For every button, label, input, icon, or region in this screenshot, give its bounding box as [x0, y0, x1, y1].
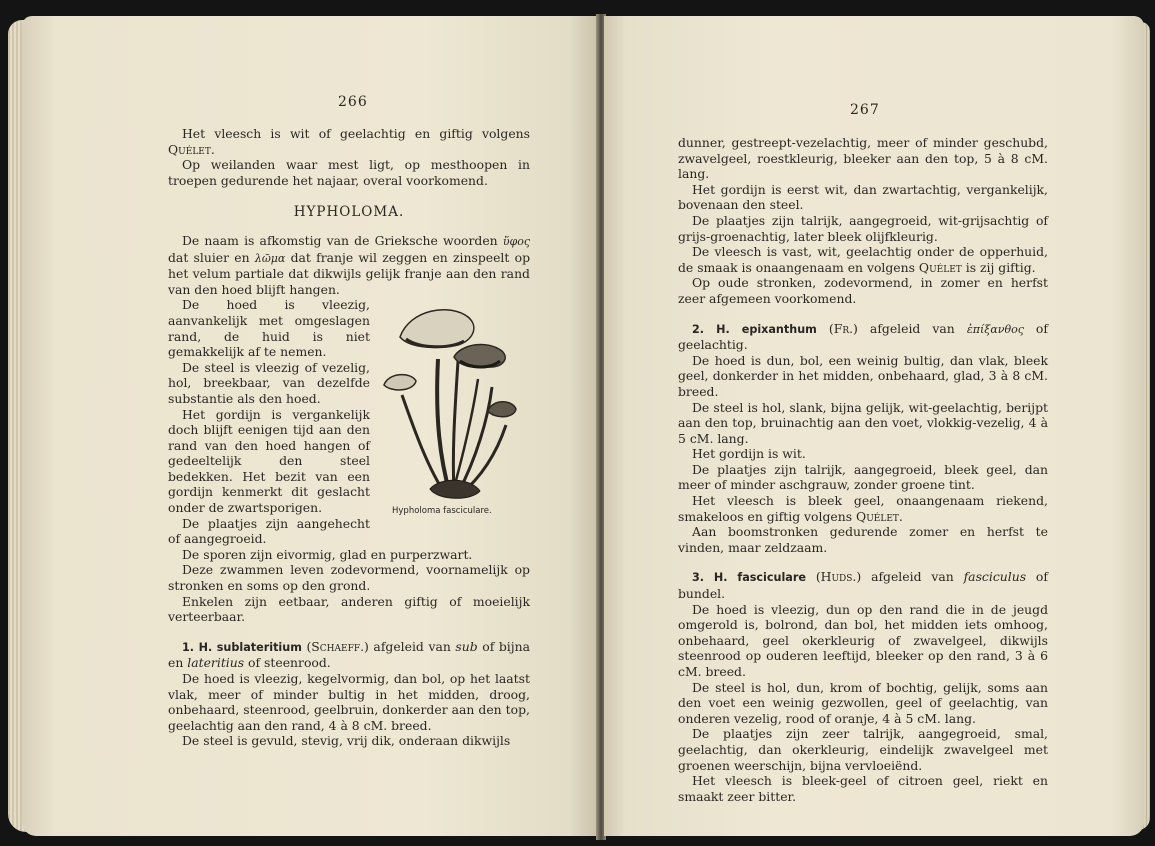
paragraph: De steel is gevuld, stevig, vrij dik, onderaan dikwijls	[182, 733, 511, 749]
paragraph: Het gordijn is wit.	[692, 446, 806, 462]
paragraph: De plaatjes zijn talrijk, aangegroeid, wit-grijsachtig of grijs-groenachtig, later bleek olijfkleurig.	[678, 212, 1048, 244]
hypholoma-fasciculare-drawing	[380, 299, 530, 504]
left-page-text	[168, 126, 530, 749]
paragraph: De steel is vleezig of vezelig, hol, breekbaar, van dezelfde substantie als den hoed.	[168, 359, 370, 406]
paragraph: dunner, gestreept-vezelachtig, meer of minder geschubd, zwavelgeel, roestkleurig, bleeker aan den top, 5 à 8 cM. lang.	[678, 135, 1048, 182]
paragraph: Op weilanden waar mest ligt, op mesthoopen in troepen gedurende het najaar, overal voorkomend.	[168, 157, 530, 188]
species-heading: 3. H. fasciculare (Huds.) afgeleid van fasciculus of bundel.	[678, 569, 1048, 602]
paragraph: Het vleesch is bleek-geel of citroen geel, riekt en smaakt zeer bitter.	[678, 773, 1048, 804]
paragraph: Aan boomstronken gedurende zomer en herfst te vinden, maar zeldzaam.	[678, 524, 1048, 555]
paragraph: De plaatjes zijn talrijk, aangegroeid, bleek geel, dan meer of minder aschgrauw, zonder groene tint.	[678, 461, 1048, 493]
paragraph: Het gordijn is vergankelijk doch blijft eenigen tijd aan den rand van den hoed hangen of gedeeltelijk den steel bedekken. Het bezit van een gordijn kenmerkt dit geslacht onder de zwartsporigen.	[168, 406, 370, 516]
paragraph: De plaatjes zijn aangehecht of aangegroeid.	[168, 515, 370, 547]
paragraph: De hoed is dun, bol, een weinig bultig, dan vlak, bleek geel, donkerder in het midden, onbehaard, glad, 3 à 8 cM. breed.	[678, 352, 1048, 399]
paragraph: Enkelen zijn eetbaar, anderen giftig of moeielijk verteerbaar.	[168, 593, 530, 625]
left-page	[22, 16, 598, 836]
paragraph: De steel is hol, slank, bijna gelijk, wit-geelachtig, berijpt aan den top, bruinachtig aan den voet, vlokkig-vezelig, 4 à 5 cM. lang.	[678, 399, 1048, 446]
page-number: 266	[338, 94, 368, 110]
paragraph: De hoed is vleezig, dun op den rand die in de jeugd omgerold is, bolrond, dan bol, het midden iets omhoog, onbehaard, geel okerkleurig of zwavelgeel, dikwijls steenrood op ouderen leeftijd, bleeker op den rand, 3 à 6 cM. breed.	[678, 601, 1048, 679]
right-page	[604, 16, 1144, 836]
paragraph: De plaatjes zijn zeer talrijk, aangegroeid, smal, geelachtig, dan okerkleurig, eindelijk zwavelgeel met groenen weerschijn, bijna vervloeiënd.	[678, 726, 1048, 773]
paragraph: De hoed is vleezig, kegelvormig, dan bol, op het laatst vlak, meer of minder bultig in het midden, droog, onbehaard, steenrood, geelbruin, donkerder aan den top, geelachtig aan den rand, 4 à 8 cM. breed.	[168, 671, 530, 733]
page-number: 267	[850, 102, 880, 118]
paragraph: Het gordijn is eerst wit, dan zwartachtig, vergankelijk, bovenaan den steel.	[678, 181, 1048, 213]
species-heading: 1. H. sublateritium (Schaeff.) afgeleid van sub of bijna en lateritius of steenrood.	[168, 638, 530, 671]
paragraph: Het vleesch is wit of geelachtig en giftig volgens Quélet.	[168, 126, 530, 157]
paragraph: De steel is hol, dun, krom of bochtig, gelijk, soms aan den voet een weinig gezwollen, geel of geelachtig, van onderen vezelig, rood of oranje, 4 à 5 cM. lang.	[678, 679, 1048, 726]
etymology-paragraph: De naam is afkomstig van de Grieksche woorden ὕφος dat sluier en λῶμα dat franje wil zeggen en zinspeelt op het velum partiale dat dikwijls gelijk franje aan den rand van den hoed blijft hangen.	[168, 232, 531, 297]
open-book	[8, 6, 1150, 840]
paragraph: Deze zwammen leven zodevormend, voornamelijk op stronken en soms op den grond.	[168, 562, 530, 594]
paragraph: De vleesch is vast, wit, geelachtig onder de opperhuid, de smaak is onaangenaam en volgens Quélet is zij giftig.	[678, 244, 1048, 275]
paragraph: De sporen zijn eivormig, glad en purperzwart.	[182, 546, 473, 562]
species-heading: 2. H. epixanthum (Fr.) afgeleid van ἐπίξανθος of geelachtig.	[678, 320, 1048, 353]
paragraph: Op oude stronken, zodevormend, in zomer en herfst zeer afgemeen voorkomend.	[678, 275, 1048, 306]
right-page-text	[678, 135, 1048, 804]
mushroom-illustration	[380, 299, 530, 517]
genus-heading: HYPHOLOMA.	[293, 204, 405, 221]
figure-caption: Hypholoma fasciculare.	[392, 505, 492, 516]
paragraph: De hoed is vleezig, aanvankelijk met omgeslagen rand, de huid is niet gemakkelijk af te nemen.	[168, 297, 370, 360]
paragraph: Het vleesch is bleek geel, onaangenaam riekend, smakeloos en giftig volgens Quélet.	[678, 493, 1048, 524]
